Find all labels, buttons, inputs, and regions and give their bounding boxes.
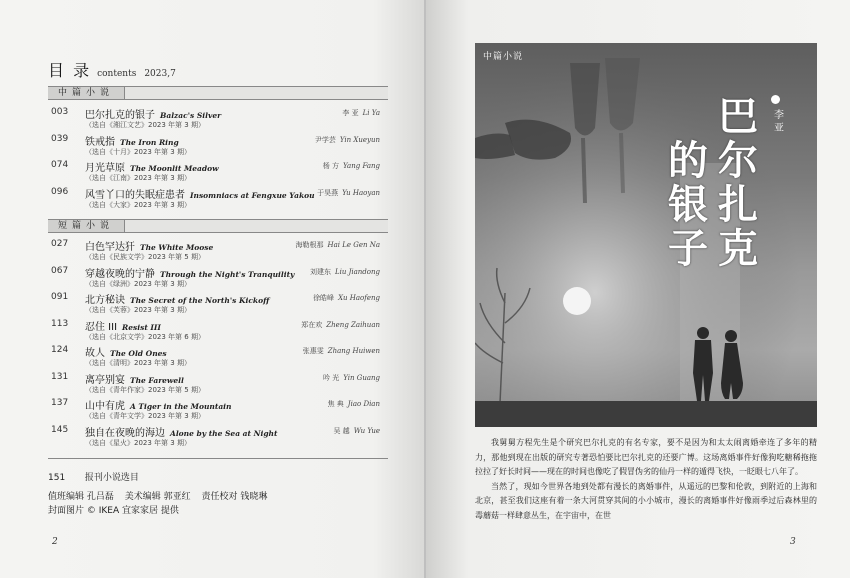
section-label: 短篇小说 — [48, 220, 125, 232]
entry-author — [333, 426, 380, 436]
story-author — [773, 109, 785, 135]
entry-author — [303, 346, 380, 356]
entry-author — [342, 108, 380, 118]
story-tag: 中篇小说 — [483, 52, 524, 62]
entry-title-en: The Old Ones — [110, 349, 167, 358]
entry-author — [323, 373, 380, 383]
author-char: 李 — [774, 110, 784, 121]
title-char: 的 — [668, 138, 708, 184]
credit-item: 责任校对 钱晓琳 — [201, 492, 268, 502]
entry-author — [310, 267, 380, 277]
entry-title-cn: 穿越夜晚的宁静 — [85, 268, 155, 280]
entry-page-number: 131 — [51, 371, 69, 382]
entry-title — [85, 371, 184, 386]
entry-source: （选自《江南》2023 年第 3 期） — [85, 174, 191, 182]
author-cn: 郑在欢 — [301, 320, 323, 329]
entry-title-cn: 离亭别宴 — [85, 374, 125, 386]
entry-page-number: 124 — [51, 345, 69, 355]
entry-page-number: 003 — [51, 107, 69, 117]
author-en: Zheng Zaihuan — [326, 320, 380, 329]
credits-line-2: 封面图片 © IKEA 宜家家居 提供 — [48, 506, 179, 516]
entry-title-cn: 风雪丫口的失眠症患者 — [85, 189, 185, 201]
entry-source: （选自《清明》2023 年第 3 期） — [85, 359, 191, 367]
entry-source: （选自《民族文学》2023 年第 5 期） — [85, 253, 205, 261]
entry-title-cn: 月光草原 — [85, 163, 125, 174]
entry-title — [85, 106, 221, 121]
entry-title — [85, 397, 232, 412]
entry-source: （选自《绿洲》2023 年第 3 期） — [85, 279, 191, 288]
entry-title-en: Balzac's Silver — [160, 111, 222, 120]
author-cn: 于昊燕 — [317, 188, 339, 197]
story-paragraph: 我舅舅方程先生是个研究巴尔扎克的有名专家，要不是因为和太太闹离婚牵连了多年的精力，那他到现在出版的研究专著恐怕要比巴尔扎克的还要广博。这场离婚事件好像狗吃糖稀拖拖拉拉了好长时间——现在的时间也像吃了假冒伪劣的仙丹一样的遁得飞快，一眨眼七八年了。 — [475, 438, 817, 476]
entry-author — [313, 293, 380, 303]
entry-page-number: 091 — [51, 292, 69, 302]
toc-entry[interactable] — [48, 238, 388, 265]
entry-title — [85, 291, 269, 306]
entry-title — [85, 424, 277, 439]
section-label: 中篇小说 — [48, 87, 125, 99]
toc-issue: 2023,7 — [144, 69, 176, 79]
left-page — [0, 0, 424, 578]
credit-item: 值班编辑 孔吕磊 — [48, 492, 114, 502]
entry-author — [315, 135, 380, 145]
toc-header — [48, 58, 176, 81]
title-char: 扎 — [718, 182, 758, 228]
entry-author — [317, 188, 380, 198]
author-cn: 海勒根那 — [295, 241, 324, 249]
toc-subtitle: contents — [97, 69, 137, 79]
entry-title-en: The White Moose — [140, 243, 214, 252]
entry-source: （选自《青年文学》2023 年第 3 期） — [85, 412, 205, 420]
entry-title-en: The Secret of the North's Kickoff — [130, 296, 270, 305]
entry-title-en: The Moonlit Meadow — [130, 164, 219, 173]
toc-entry[interactable] — [48, 371, 388, 398]
author-en: Zhang Huiwen — [327, 347, 380, 355]
entry-title-cn: 山中有虎 — [85, 401, 125, 412]
toc-entry[interactable] — [48, 397, 388, 424]
story-paragraph: 当然了，现如今世界各地到处都有漫长的离婚事件，从遥远的巴黎和伦敦，到附近的上海和北京，甚至我们这座有着一条大河贯穿其间的小小城市，漫长的离婚事件好像雨季过后森林里的毒蘑菇一样肆意丛生，在宇宙中，在世 — [475, 481, 817, 520]
entry-title-en: Insomniacs at Fengxue Yakou — [190, 190, 315, 200]
entry-title-en: A Tiger in the Mountain — [130, 402, 232, 411]
toc-entry[interactable] — [48, 318, 388, 345]
story-photo — [475, 43, 817, 427]
entry-title-en: Resist III — [122, 322, 161, 332]
entry-title-en: Through the Night's Tranquility — [160, 269, 295, 279]
author-en: Liu Jiandong — [334, 267, 380, 276]
author-en: Yang Fang — [342, 162, 380, 170]
toc-entry[interactable] — [48, 133, 388, 160]
author-en: Wu Yue — [353, 426, 380, 435]
entry-title-cn: 铁戒指 — [85, 136, 115, 148]
toc-entry[interactable] — [48, 291, 388, 318]
entry-source: （选自《湘江文艺》2023 年第 3 期） — [85, 121, 205, 129]
author-cn: 徐皓峰 — [313, 294, 335, 302]
entry-title — [85, 265, 294, 280]
entry-title — [85, 318, 161, 333]
entry-page-number: 039 — [51, 133, 69, 144]
author-cn: 李 亚 — [342, 109, 359, 117]
toc-entry[interactable] — [48, 186, 388, 213]
credit-item: 美术编辑 郭亚红 — [124, 492, 191, 502]
entry-source: （选自《芙蓉》2023 年第 3 期） — [85, 306, 191, 314]
toc-entry[interactable] — [48, 159, 388, 186]
section-bar-short — [48, 219, 388, 233]
bullet-icon — [771, 95, 780, 104]
author-cn: 张惠雯 — [302, 347, 324, 355]
toc-title: 目 录 — [48, 61, 92, 80]
entry-author — [301, 320, 380, 330]
divider — [48, 458, 388, 459]
entry-title — [85, 344, 167, 359]
entry-title-cn: 北方秘诀 — [85, 295, 125, 306]
title-char: 银 — [668, 182, 708, 228]
author-cn: 杨 方 — [322, 162, 339, 170]
entry-author — [295, 240, 380, 250]
toc-entry[interactable] — [48, 424, 388, 451]
author-char: 亚 — [774, 123, 784, 134]
entry-page-number: 067 — [51, 265, 69, 276]
entry-page-number: 145 — [51, 424, 69, 435]
entry-title-en: Alone by the Sea at Night — [170, 428, 278, 438]
entry-author — [328, 399, 380, 409]
story-title-col-2 — [665, 139, 711, 271]
entry-title-en: The Iron Ring — [120, 137, 179, 147]
entry-page-number: 151 — [48, 473, 66, 483]
author-cn: 吟 光 — [323, 373, 340, 382]
entry-source: （选自《十月》2023 年第 3 期） — [85, 147, 191, 156]
entry-title — [85, 238, 213, 253]
entry-source: （选自《星火》2023 年第 3 期） — [85, 438, 191, 447]
page-number-left: 2 — [52, 537, 58, 547]
author-cn: 刘建东 — [309, 267, 331, 276]
entry-page-number: 074 — [51, 160, 69, 170]
entry-page-number: 137 — [51, 398, 69, 408]
author-cn: 焦 典 — [327, 400, 344, 408]
author-cn: 尹学芸 — [314, 135, 336, 144]
author-en: Yu Haoyan — [342, 188, 380, 197]
author-en: Jiao Dian — [347, 400, 380, 408]
right-page — [426, 0, 850, 578]
section-bar-novella — [48, 86, 388, 100]
entry-title: 报刊小说选目 — [84, 473, 139, 483]
entry-title-cn: 白色罕达犴 — [85, 242, 135, 253]
title-char: 克 — [718, 226, 758, 272]
entry-title-en: The Farewell — [130, 375, 184, 385]
entry-page-number: 027 — [51, 239, 69, 249]
entry-page-number: 113 — [51, 318, 69, 329]
toc-entry[interactable] — [48, 106, 388, 133]
author-en: Yin Xueyun — [339, 135, 380, 144]
story-body — [475, 436, 817, 523]
entry-source: （选自《北京文学》2023 年第 6 期） — [85, 332, 205, 341]
author-en: Li Ya — [362, 109, 380, 117]
author-en: Xu Haofeng — [338, 294, 380, 302]
credits-line-1 — [48, 489, 275, 502]
entry-source: （选自《大家》2023 年第 3 期） — [85, 200, 191, 209]
entry-source: （选自《青年作家》2023 年第 5 期） — [85, 385, 205, 394]
title-char: 子 — [668, 226, 708, 272]
entry-title-cn: 忍住 III — [85, 321, 118, 333]
entry-title — [85, 186, 315, 201]
entry-title — [85, 159, 219, 174]
toc-entry[interactable] — [48, 265, 388, 292]
entry-title — [85, 133, 179, 148]
page-number-right: 3 — [790, 537, 796, 547]
title-char: 尔 — [718, 138, 758, 184]
story-title-col-1 — [715, 95, 761, 271]
entry-title-cn: 故人 — [85, 348, 105, 359]
entry-title-cn: 巴尔扎克的银子 — [85, 110, 155, 121]
author-en: Yin Guang — [343, 373, 380, 382]
entry-title-cn: 独自在夜晚的海边 — [85, 427, 165, 439]
title-char: 巴 — [718, 94, 758, 140]
entry-page-number: 096 — [51, 186, 69, 197]
author-en: Hai Le Gen Na — [327, 241, 380, 249]
toc-entry[interactable] — [48, 344, 388, 371]
photo-illustration — [475, 43, 817, 427]
extra-entry[interactable] — [48, 470, 139, 483]
entry-author — [323, 161, 380, 171]
author-cn: 吴 越 — [333, 426, 350, 435]
